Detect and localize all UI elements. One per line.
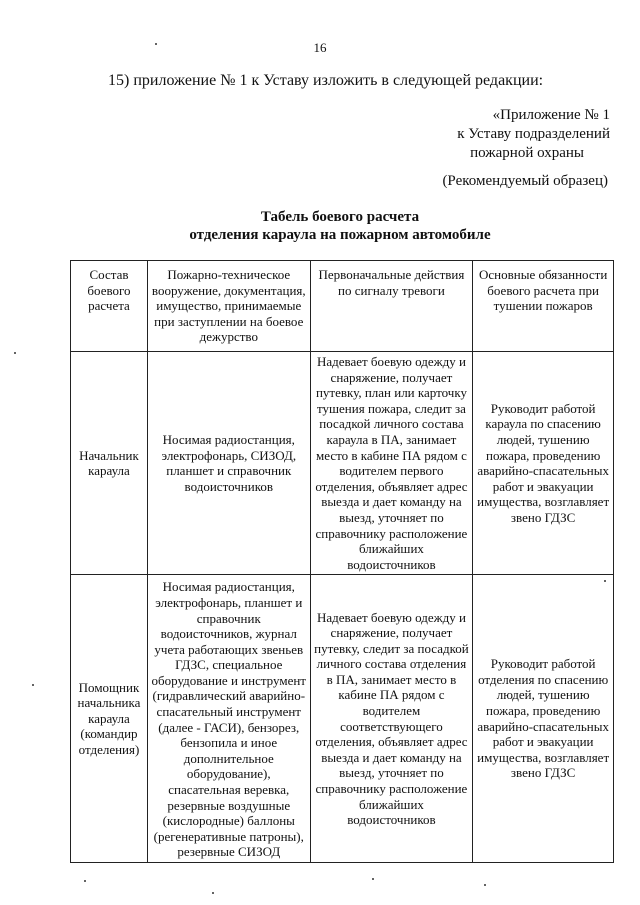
cell-position: Начальник караула [71, 352, 148, 575]
cell-equipment: Носимая радиостанция, электрофонарь, СИЗОД, планшет и справочник водоисточников [147, 352, 310, 575]
scan-speck [484, 884, 486, 886]
header-crew-composition: Состав боевого расчета [71, 261, 148, 352]
scan-speck [372, 878, 374, 880]
scan-speck [212, 892, 214, 894]
header-main-duties: Основные обязанности боевого расчета при тушении пожаров [473, 261, 614, 352]
appendix-line-1: «Приложение № 1 [492, 107, 610, 123]
cell-duties: Руководит работой отделения по спасению людей, тушению пожара, проведению аварийно-спасательных работ и эвакуации имущества, возглавляет звено ГДЗС [473, 575, 614, 863]
scan-speck [84, 880, 86, 882]
scan-speck [14, 352, 16, 354]
cell-duties: Руководит работой караула по спасению людей, тушению пожара, проведению аварийно-спасательных работ и эвакуации имущества, возглавляет звено ГДЗС [473, 352, 614, 575]
page-number: 16 [313, 40, 327, 55]
table-header-row [71, 261, 614, 352]
cell-position: Помощник начальника караула (командир отделения) [71, 575, 148, 863]
cell-actions: Надевает боевую одежду и снаряжение, получает путевку, план или карточку тушения пожара, следит за посадкой личного состава караула в ПА, занимает место в кабине ПА рядом с водителем первого отделения, объявляет адрес выезда и дает команду на выезд, уточняет по справочнику расположение ближайших водоисточников [310, 352, 473, 575]
document-title [0, 208, 640, 244]
scan-speck [155, 43, 157, 45]
scan-speck [604, 580, 606, 582]
header-initial-actions: Первоначальные действия по сигналу тревоги [310, 261, 473, 352]
title-line-1: Табель боевого расчета [260, 209, 420, 225]
appendix-line-2: к Уставу подразделений [457, 126, 610, 142]
cell-equipment: Носимая радиостанция, электрофонарь, планшет и справочник водоисточников, журнал учета работающих звеньев ГДЗС, специальное оборудование и инструмент (гидравлический аварийно-спасательный инструмент (далее - ГАСИ), бензорез, бензопила и иное дополнительное оборудование), спасательная веревка, резервные воздушные (кислородные) баллоны (регенеративные патроны), резервные СИЗОД [147, 575, 310, 863]
appendix-line-3: пожарной охраны [470, 145, 584, 161]
header-equipment: Пожарно-техническое вооружение, документация, имущество, принимаемые при заступлении на боевое дежурство [147, 261, 310, 352]
scan-speck [32, 684, 34, 686]
cell-actions: Надевает боевую одежду и снаряжение, получает путевку, следит за посадкой личного состава отделения в ПА, занимает место в кабине ПА рядом с водителем соответствующего отделения, объявляет адрес выезда и дает команду на выезд, уточняет по справочнику расположение ближайших водоисточников [310, 575, 473, 863]
appendix-heading [457, 106, 610, 163]
title-line-2: отделения караула на пожарном автомобиле [189, 227, 491, 243]
combat-crew-table [70, 260, 614, 863]
table-row [71, 352, 614, 575]
intro-paragraph: 15) приложение № 1 к Уставу изложить в следующей редакции: [108, 72, 544, 89]
table-row [71, 575, 614, 863]
sample-label: (Рекомендуемый образец) [442, 173, 608, 189]
